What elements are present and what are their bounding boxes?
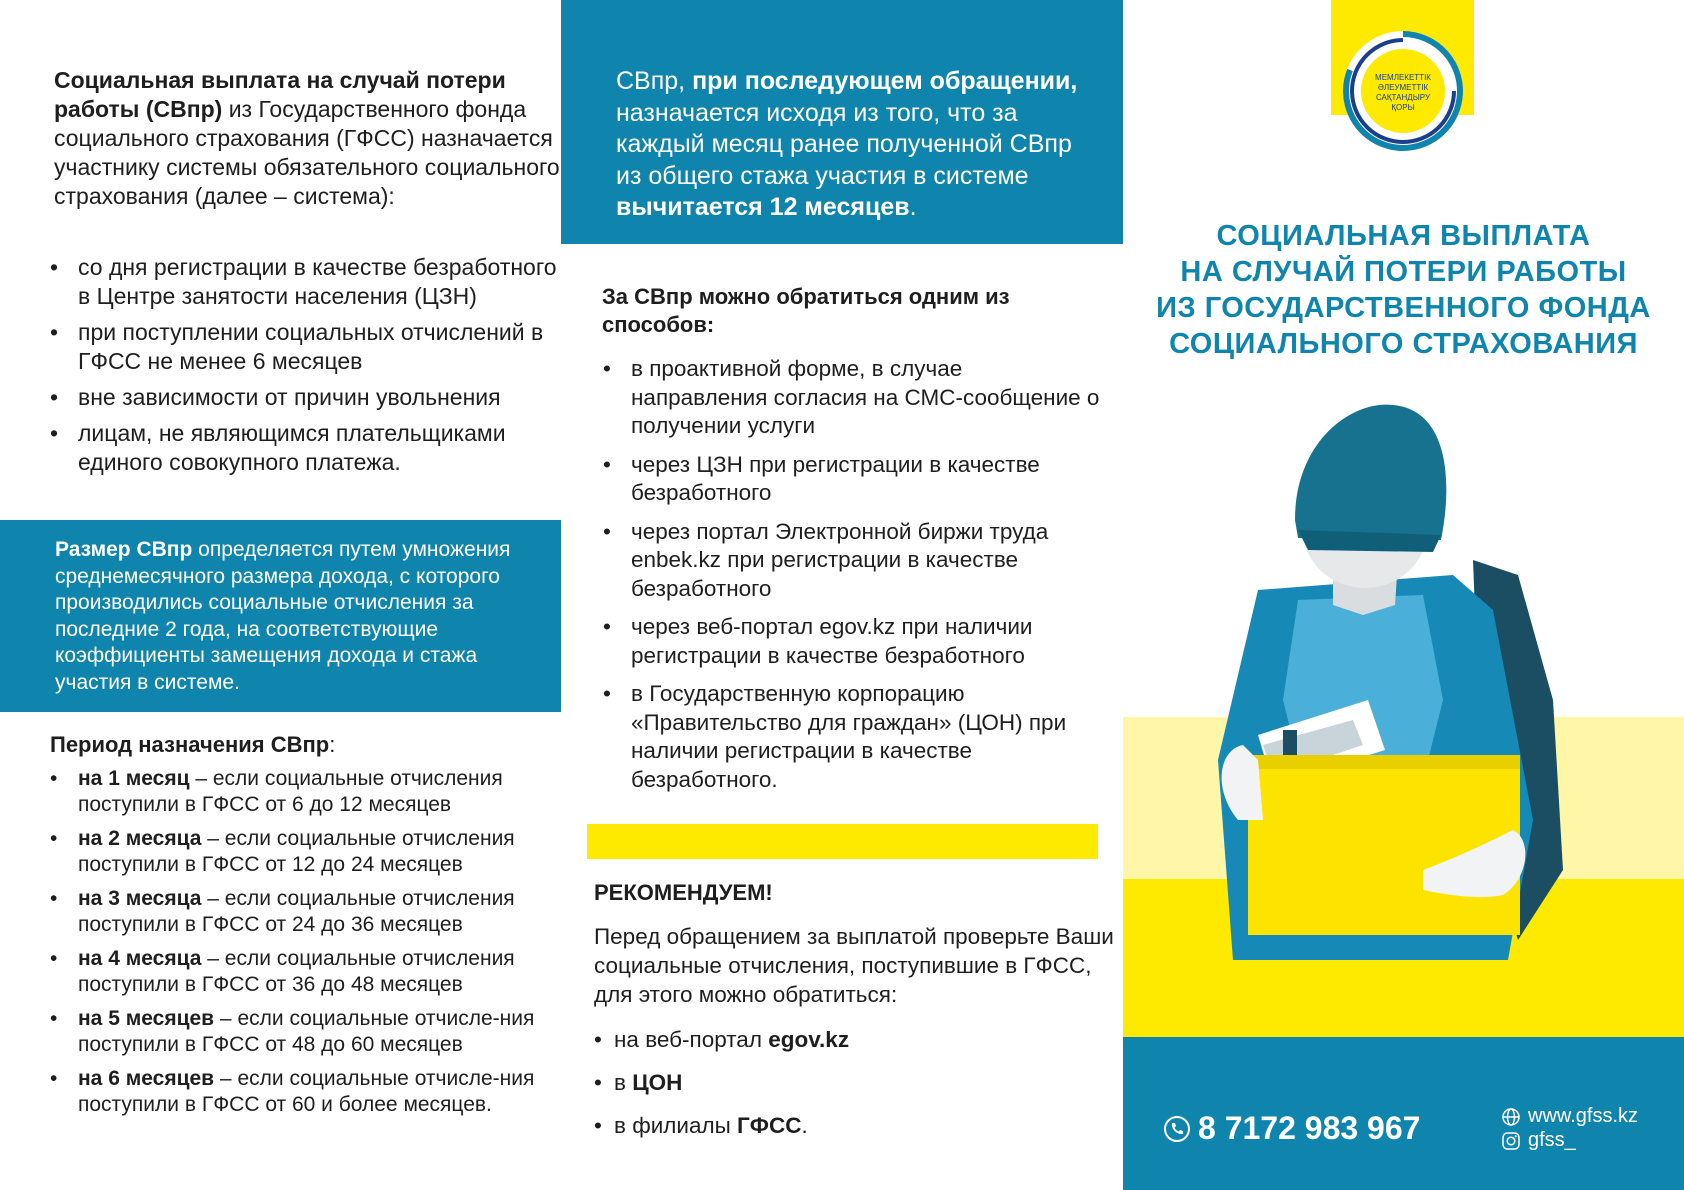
period-item-bold: на 2 месяца xyxy=(78,827,202,850)
list-item: • вне зависимости от причин увольнения xyxy=(78,383,568,412)
period-item-bold: на 6 месяцев xyxy=(78,1067,215,1090)
intro-paragraph xyxy=(54,66,574,211)
unemployed-person-illustration xyxy=(1123,400,1684,1037)
title-line: ИЗ ГОСУДАРСТВЕННОГО ФОНДА xyxy=(1156,292,1651,324)
period-item-bold: на 4 месяца xyxy=(78,947,202,970)
list-item: • при поступлении социальных отчислений в ГФСС не менее 6 месяцев xyxy=(78,318,568,376)
period-item xyxy=(78,946,558,998)
period-item xyxy=(78,1006,558,1058)
instagram-icon xyxy=(1501,1131,1521,1151)
rec-item-bold: ГФСС xyxy=(737,1113,802,1138)
repeat-part3: . xyxy=(909,193,917,221)
logo-line: МЕМЛЕКЕТТІК xyxy=(1375,73,1431,82)
apply-heading: За СВпр можно обратиться одним из способов: xyxy=(602,284,1010,337)
list-item: • лицам, не являющимся плательщиками единого совокупного платежа. xyxy=(78,419,568,477)
recommend-text: Перед обращением за выплатой проверьте Ваши социальные отчисления, поступившие в ГФСС, для этого можно обратиться: xyxy=(594,924,1114,1007)
title-line: НА СЛУЧАЙ ПОТЕРИ РАБОТЫ xyxy=(1180,256,1627,288)
size-info-text xyxy=(55,537,555,696)
period-heading xyxy=(50,731,335,759)
period-title-colon: : xyxy=(329,732,336,757)
period-item-bold: на 1 месяц xyxy=(78,767,190,790)
list-item xyxy=(614,1025,1074,1054)
apply-methods-list xyxy=(631,355,1101,804)
list-item xyxy=(614,1068,1074,1097)
period-item-text: – если социальные отчисле-ния поступили в ГФСС от 60 и более месяцев. xyxy=(78,1067,535,1116)
recommend-list xyxy=(614,1025,1074,1154)
logo-line: ҚОРЫ xyxy=(1391,103,1415,112)
rec-item-bold: egov.kz xyxy=(768,1027,850,1052)
title-line: СОЦИАЛЬНОГО СТРАХОВАНИЯ xyxy=(1169,328,1638,360)
period-item-bold: на 5 месяцев xyxy=(78,1007,215,1030)
period-item-text: – если социальные отчисле-ния поступили в ГФСС от 48 до 60 месяцев xyxy=(78,1007,535,1056)
size-text-body: определяется путем умножения среднемесячного размера дохода, с которого производились социальные отчисления за последние 2 года, на соответствующие коэффициенты замещения дохода и стажа участия в системе. xyxy=(55,538,511,694)
rec-item-tail: . xyxy=(801,1113,808,1138)
repeat-part2: назначается исходя из того, что за каждый месяц ранее полученной СВпр из общего стажа участия в системе xyxy=(616,98,1072,190)
period-item-text: – если социальные отчисления поступили в ГФСС от 6 до 12 месяцев xyxy=(78,767,503,816)
period-item xyxy=(78,1066,558,1118)
period-item-text: – если социальные отчисления поступили в ГФСС от 12 до 24 месяцев xyxy=(78,827,515,876)
brochure-title xyxy=(1123,218,1684,362)
list-item: • через портал Электронной биржи труда enbek.kz при регистрации в качестве безработного xyxy=(631,518,1101,604)
list-item: • в Государственную корпорацию «Правительство для граждан» (ЦОН) при наличии регистрации в качестве безработного. xyxy=(631,680,1101,794)
logo-line: ӘЛЕУМЕТТІК xyxy=(1377,83,1429,92)
conditions-list xyxy=(78,253,568,484)
period-item xyxy=(78,826,558,878)
globe-icon xyxy=(1501,1107,1521,1127)
list-item: • со дня регистрации в качестве безработного в Центре занятости населения (ЦЗН) xyxy=(78,253,568,311)
rec-item-text: в филиалы xyxy=(614,1113,738,1138)
period-item-text: – если социальные отчисления поступили в ГФСС от 24 до 36 месяцев xyxy=(78,887,515,936)
repeat-info-text xyxy=(616,66,1086,224)
list-item: • в проактивной форме, в случае направления согласия на СМС-сообщение о получении услуги xyxy=(631,355,1101,441)
title-line: СОЦИАЛЬНАЯ ВЫПЛАТА xyxy=(1216,220,1591,252)
website-link[interactable]: www.gfss.kz xyxy=(1528,1105,1639,1127)
period-item-text: – если социальные отчисления поступили в ГФСС от 36 до 48 месяцев xyxy=(78,947,515,996)
instagram-handle[interactable]: gfss_ xyxy=(1528,1129,1576,1151)
period-list xyxy=(78,766,558,1126)
recommend-heading: РЕКОМЕНДУЕМ! xyxy=(594,880,773,905)
yellow-divider-bar xyxy=(587,824,1098,859)
period-item-bold: на 3 месяца xyxy=(78,887,202,910)
intro-text: из Государственного фонда социального страхования (ГФСС) назначается участнику системы обязательного социального страхования (далее – система): xyxy=(54,96,560,209)
logo-line: САҚТАНДЫРУ xyxy=(1375,93,1431,102)
intro-bold-lead: Социальная выплата на случай потери работы (СВпр) xyxy=(54,67,506,122)
gfss-logo xyxy=(1342,30,1464,152)
period-title-text: Период назначения СВпр xyxy=(50,732,330,757)
list-item: • через ЦЗН при регистрации в качестве безработного xyxy=(631,451,1101,508)
list-item: • через веб-портал egov.kz при наличии регистрации в качестве безработного xyxy=(631,613,1101,670)
list-item xyxy=(614,1111,1074,1140)
period-item xyxy=(78,766,558,818)
phone-icon xyxy=(1163,1115,1191,1143)
repeat-bold2: вычитается 12 месяцев xyxy=(616,193,910,221)
repeat-bold1: при последующем обращении, xyxy=(692,67,1078,95)
period-item xyxy=(78,886,558,938)
size-bold-lead: Размер СВпр xyxy=(55,538,193,561)
phone-number[interactable]: 8 7172 983 967 xyxy=(1198,1110,1421,1146)
repeat-part1: СВпр, xyxy=(616,67,693,95)
rec-item-text: на веб-портал xyxy=(614,1027,769,1052)
rec-item-text: в xyxy=(614,1070,633,1095)
rec-item-bold: ЦОН xyxy=(632,1070,683,1095)
